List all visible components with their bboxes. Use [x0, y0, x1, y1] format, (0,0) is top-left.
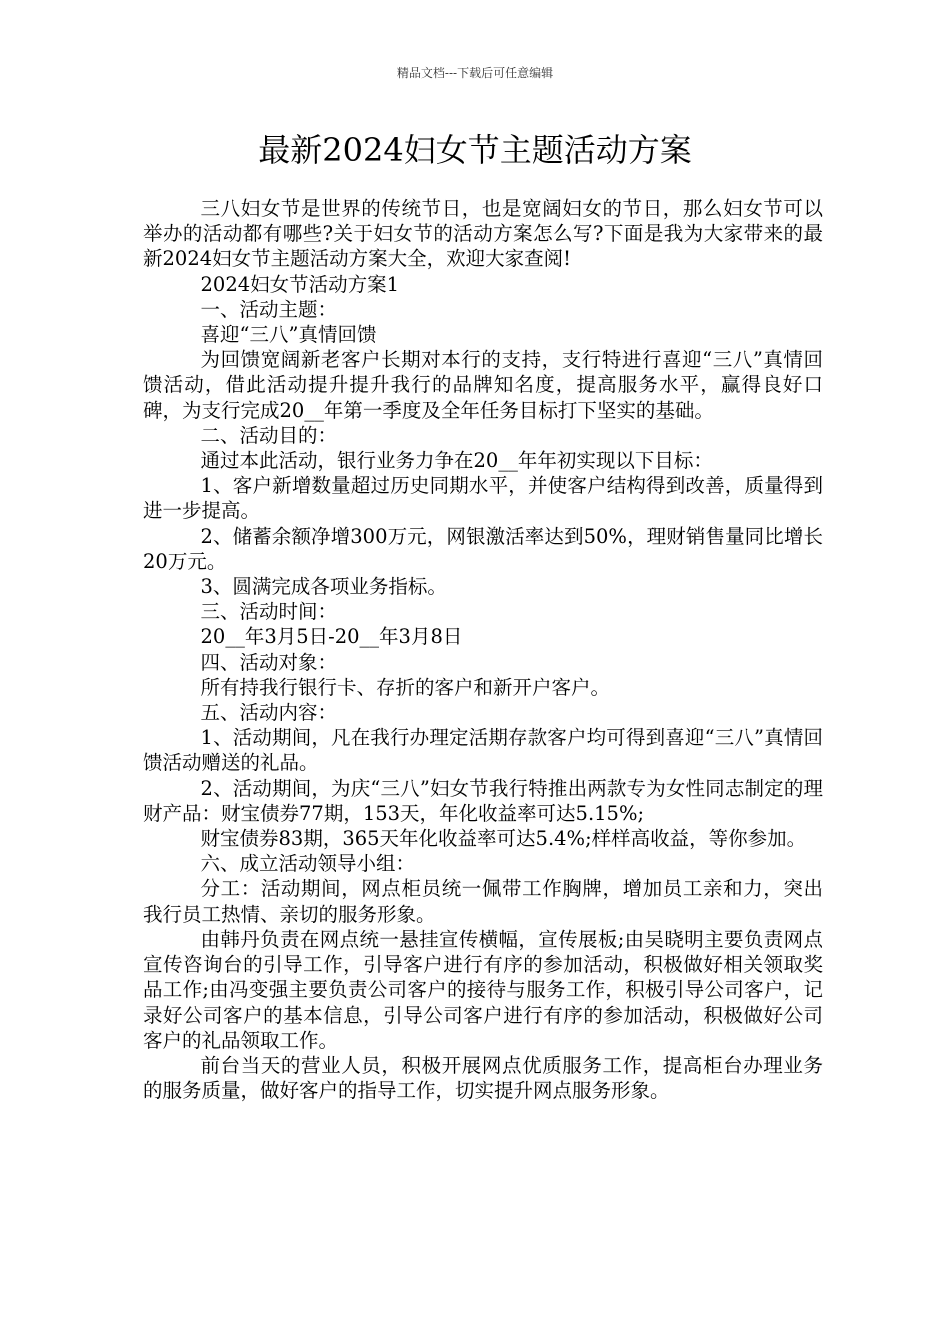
- document-body: [143, 196, 823, 1103]
- paragraph-content-3: 财宝债券83期，365天年化收益率可达5.4%;样样高收益，等你参加。: [200, 827, 807, 851]
- section-heading-plan-1: 2024妇女节活动方案1: [200, 272, 400, 296]
- section-heading-theme: 一、活动主题：: [200, 297, 338, 321]
- section-heading-content: 五、活动内容：: [200, 701, 338, 725]
- section-heading-audience: 四、活动对象：: [200, 650, 338, 674]
- section-heading-team: 六、成立活动领导小组：: [200, 852, 416, 876]
- paragraph-team-2: 由韩丹负责在网点统一悬挂宣传横幅，宣传展板;由吴晓明主要负责网点宣传咨询台的引导工作，引导客户进行有序的参加活动，积极做好相关领取奖品工作;由冯变强主要负责公司客户的接待与服务工作，积极引导公司客户，记录好公司客户的基本信息，引导公司客户进行有序的参加活动，积极做好公司客户的礼品领取工作。: [143, 927, 823, 1052]
- paragraph-goal-2: 2、储蓄余额净增300万元，网银激活率达到50%，理财销售量同比增长20万元。: [143, 524, 823, 573]
- paragraph-time: 20__年3月5日-20__年3月8日: [200, 625, 463, 649]
- paragraph-theme: 喜迎“三八”真情回馈: [200, 323, 377, 347]
- section-heading-time: 三、活动时间：: [200, 600, 338, 624]
- paragraph-team-3: 前台当天的营业人员，积极开展网点优质服务工作，提高柜台办理业务的服务质量，做好客户的指导工作，切实提升网点服务形象。: [143, 1053, 823, 1103]
- paragraph-team-1: 分工：活动期间，网点柜员统一佩带工作胸牌，增加员工亲和力，突出我行员工热情、亲切的服务形象。: [143, 877, 823, 926]
- paragraph-content-2: 2、活动期间，为庆“三八”妇女节我行特推出两款专为女性同志制定的理财产品：财宝债券77期，153天，年化收益率可达5.15%;: [143, 776, 823, 825]
- section-heading-purpose: 二、活动目的：: [200, 423, 338, 447]
- document-title: 最新2024妇女节主题活动方案: [258, 131, 692, 169]
- paragraph-audience: 所有持我行银行卡、存折的客户和新开户客户。: [200, 675, 611, 699]
- paragraph-goal-1: 1、客户新增数量超过历史同期水平，并使客户结构得到改善，质量得到进一步提高。: [143, 474, 823, 523]
- paragraph-purpose: 通过本此活动，银行业务力争在20__年年初实现以下目标：: [200, 449, 713, 473]
- paragraph-content-1: 1、活动期间，凡在我行办理定活期存款客户均可得到喜迎“三八”真情回馈活动赠送的礼品。: [143, 726, 823, 775]
- paragraph-intro: 三八妇女节是世界的传统节日，也是宽阔妇女的节日，那么妇女节可以举办的活动都有哪些?关于妇女节的活动方案怎么写?下面是我为大家带来的最新2024妇女节主题活动方案大全，欢迎大家查阅!: [143, 197, 823, 271]
- header-note: 精品文档---下载后可任意编辑: [396, 66, 554, 80]
- paragraph-goal-3: 3、圆满完成各项业务指标。: [200, 575, 447, 599]
- paragraph-background: 为回馈宽阔新老客户长期对本行的支持，支行特进行喜迎“三八”真情回馈活动，借此活动提升提升我行的品牌知名度，提高服务水平，赢得良好口碑，为支行完成20__年第一季度及全年任务目标打下坚实的基础。: [143, 348, 823, 422]
